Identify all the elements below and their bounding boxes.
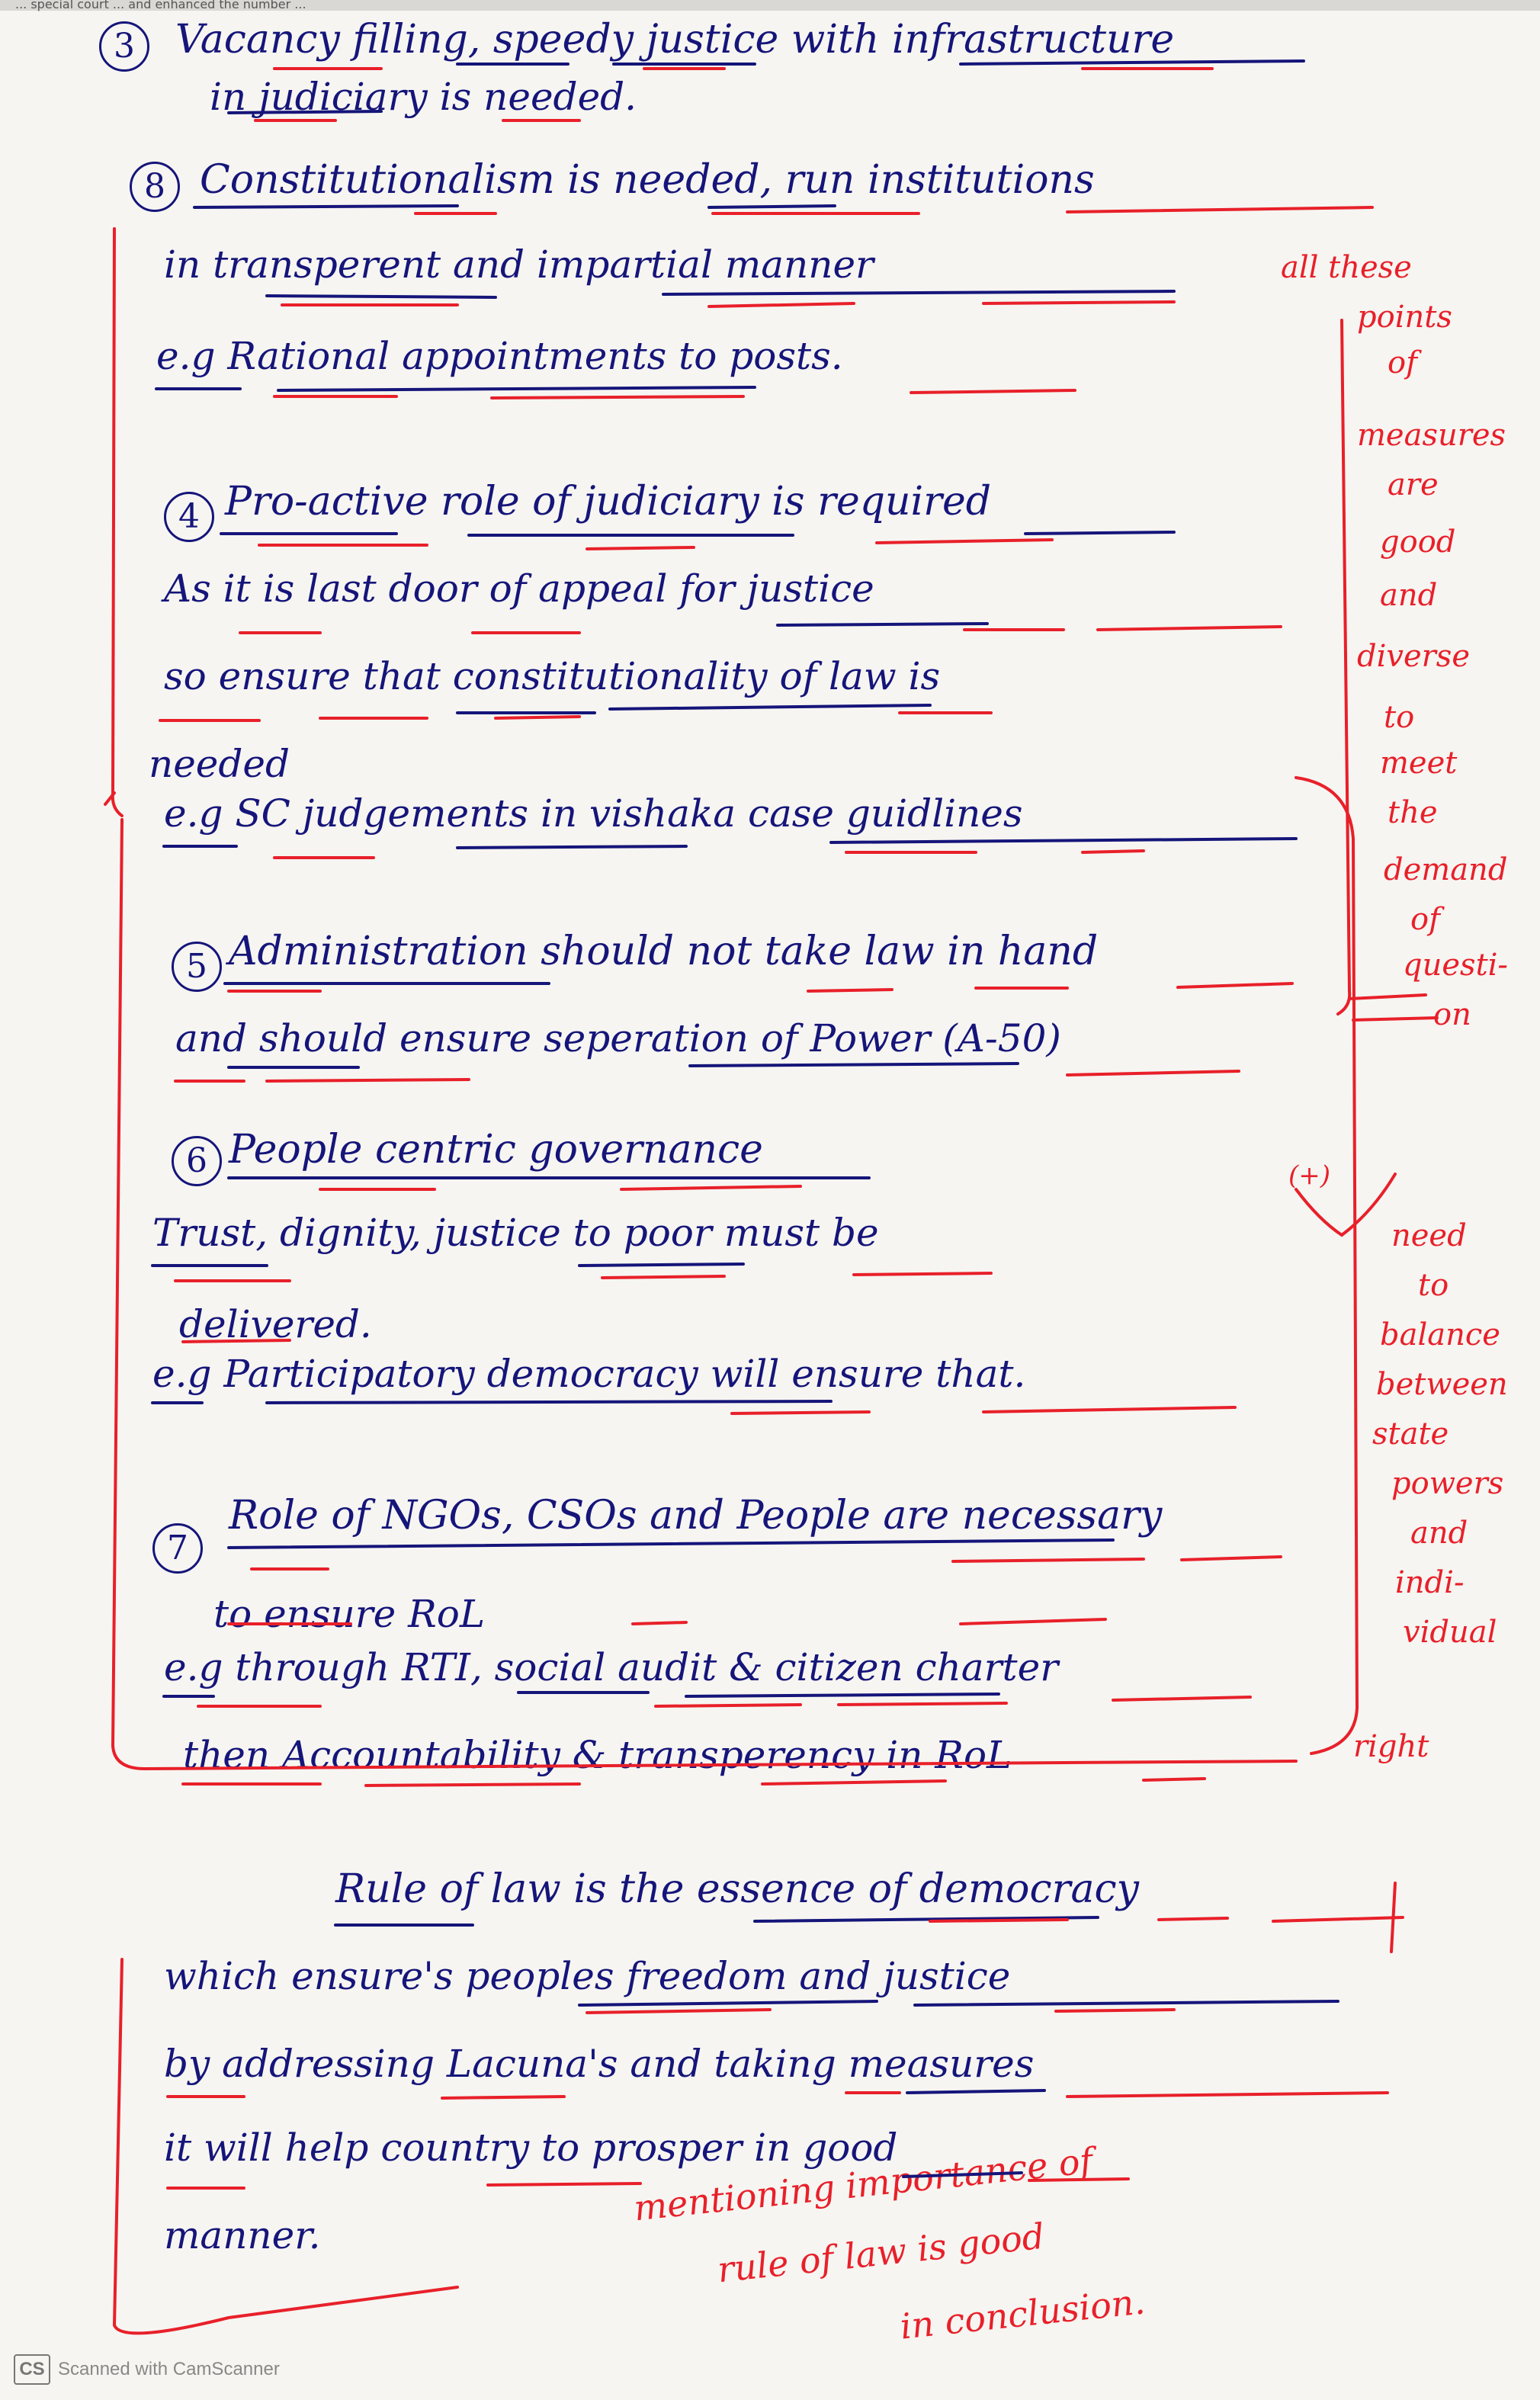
answer-line: Pro-active role of judiciary is required: [225, 479, 992, 525]
answer-line: e.g through RTI, social audit & citizen charter: [164, 1645, 1059, 1689]
answer-line: Constitutionalism is needed, run institutions: [200, 157, 1095, 203]
answer-line: Administration should not take law in hand: [229, 929, 1099, 974]
answer-line: to ensure RoL: [213, 1592, 486, 1636]
remark-word: all these: [1281, 250, 1412, 285]
plus-mark: (+): [1288, 1160, 1331, 1191]
point-number-badge: 5: [172, 942, 222, 992]
remark-word: good: [1380, 525, 1456, 560]
remark-word: between: [1376, 1367, 1508, 1402]
answer-line: in judiciary is needed.: [210, 75, 637, 119]
remark-word: diverse: [1357, 639, 1470, 674]
conclusion-line: which ensure's peoples freedom and justice: [164, 1954, 1011, 1998]
answer-line: then Accountability & transperency in RoL: [183, 1733, 1012, 1777]
remark-word: to: [1384, 700, 1415, 735]
answer-line: delivered.: [179, 1302, 372, 1346]
answer-line: needed: [149, 742, 290, 786]
remark-word: of: [1388, 345, 1417, 380]
remark-line: in conclusion.: [898, 2280, 1147, 2347]
answer-line: and should ensure seperation of Power (A-50): [175, 1016, 1061, 1060]
answer-line: e.g Participatory democracy will ensure that.: [152, 1352, 1026, 1396]
remark-word: vidual: [1403, 1615, 1497, 1650]
conclusion-line: Rule of law is the essence of democracy: [335, 1866, 1139, 1912]
point-number-badge: 3: [99, 21, 149, 72]
answer-line: so ensure that constitutionality of law is: [164, 654, 941, 698]
remark-line: mentioning importance of: [631, 2139, 1095, 2229]
answer-line: e.g SC judgements in vishaka case guidlines: [164, 791, 1023, 836]
remark-word: questi-: [1403, 948, 1508, 983]
remark-word: and: [1380, 578, 1438, 613]
answer-line: in transperent and impartial manner: [164, 242, 874, 287]
remark-word: balance: [1380, 1317, 1500, 1352]
top-strip-text: ... special court ... and enhanced the number ...: [15, 0, 306, 11]
remark-word: of: [1410, 902, 1440, 937]
remark-word: and: [1410, 1516, 1468, 1551]
conclusion-line: it will help country to prosper in good: [164, 2126, 898, 2170]
remark-word: demand: [1384, 852, 1508, 887]
camscanner-logo: CS: [14, 2354, 50, 2385]
answer-line: Role of NGOs, CSOs and People are necessary: [229, 1493, 1163, 1539]
remark-word: measures: [1357, 418, 1506, 453]
top-cropped-strip: [0, 0, 1540, 11]
point-number-badge: 4: [164, 492, 214, 542]
remark-word: state: [1372, 1417, 1449, 1452]
scanner-footer: [14, 2354, 280, 2385]
remark-word: powers: [1391, 1466, 1504, 1501]
remark-word: the: [1388, 795, 1438, 830]
remark-word: right: [1353, 1729, 1429, 1764]
answer-line: Trust, dignity, justice to poor must be: [152, 1211, 879, 1255]
remark-word: are: [1388, 467, 1439, 502]
remark-word: indi-: [1395, 1565, 1465, 1600]
point-number-badge: 6: [172, 1136, 222, 1186]
conclusion-line: manner.: [164, 2213, 321, 2257]
camscanner-watermark: Scanned with CamScanner: [58, 2359, 280, 2379]
remark-word: to: [1418, 1268, 1449, 1303]
point-number-badge: 8: [130, 162, 180, 212]
answer-line: People centric governance: [229, 1127, 763, 1173]
answer-line: e.g Rational appointments to posts.: [156, 334, 843, 378]
remark-word: need: [1391, 1218, 1467, 1253]
answer-line: Vacancy filling, speedy justice with infrastructure: [175, 17, 1175, 63]
conclusion-line: by addressing Lacuna's and taking measures: [164, 2042, 1035, 2086]
remark-word: meet: [1380, 746, 1458, 781]
point-number-badge: 7: [152, 1523, 203, 1574]
remark-word: points: [1357, 300, 1452, 335]
remark-word: on: [1433, 997, 1471, 1032]
answer-line: As it is last door of appeal for justice: [164, 566, 874, 611]
remark-line: rule of law is good: [715, 2215, 1047, 2291]
